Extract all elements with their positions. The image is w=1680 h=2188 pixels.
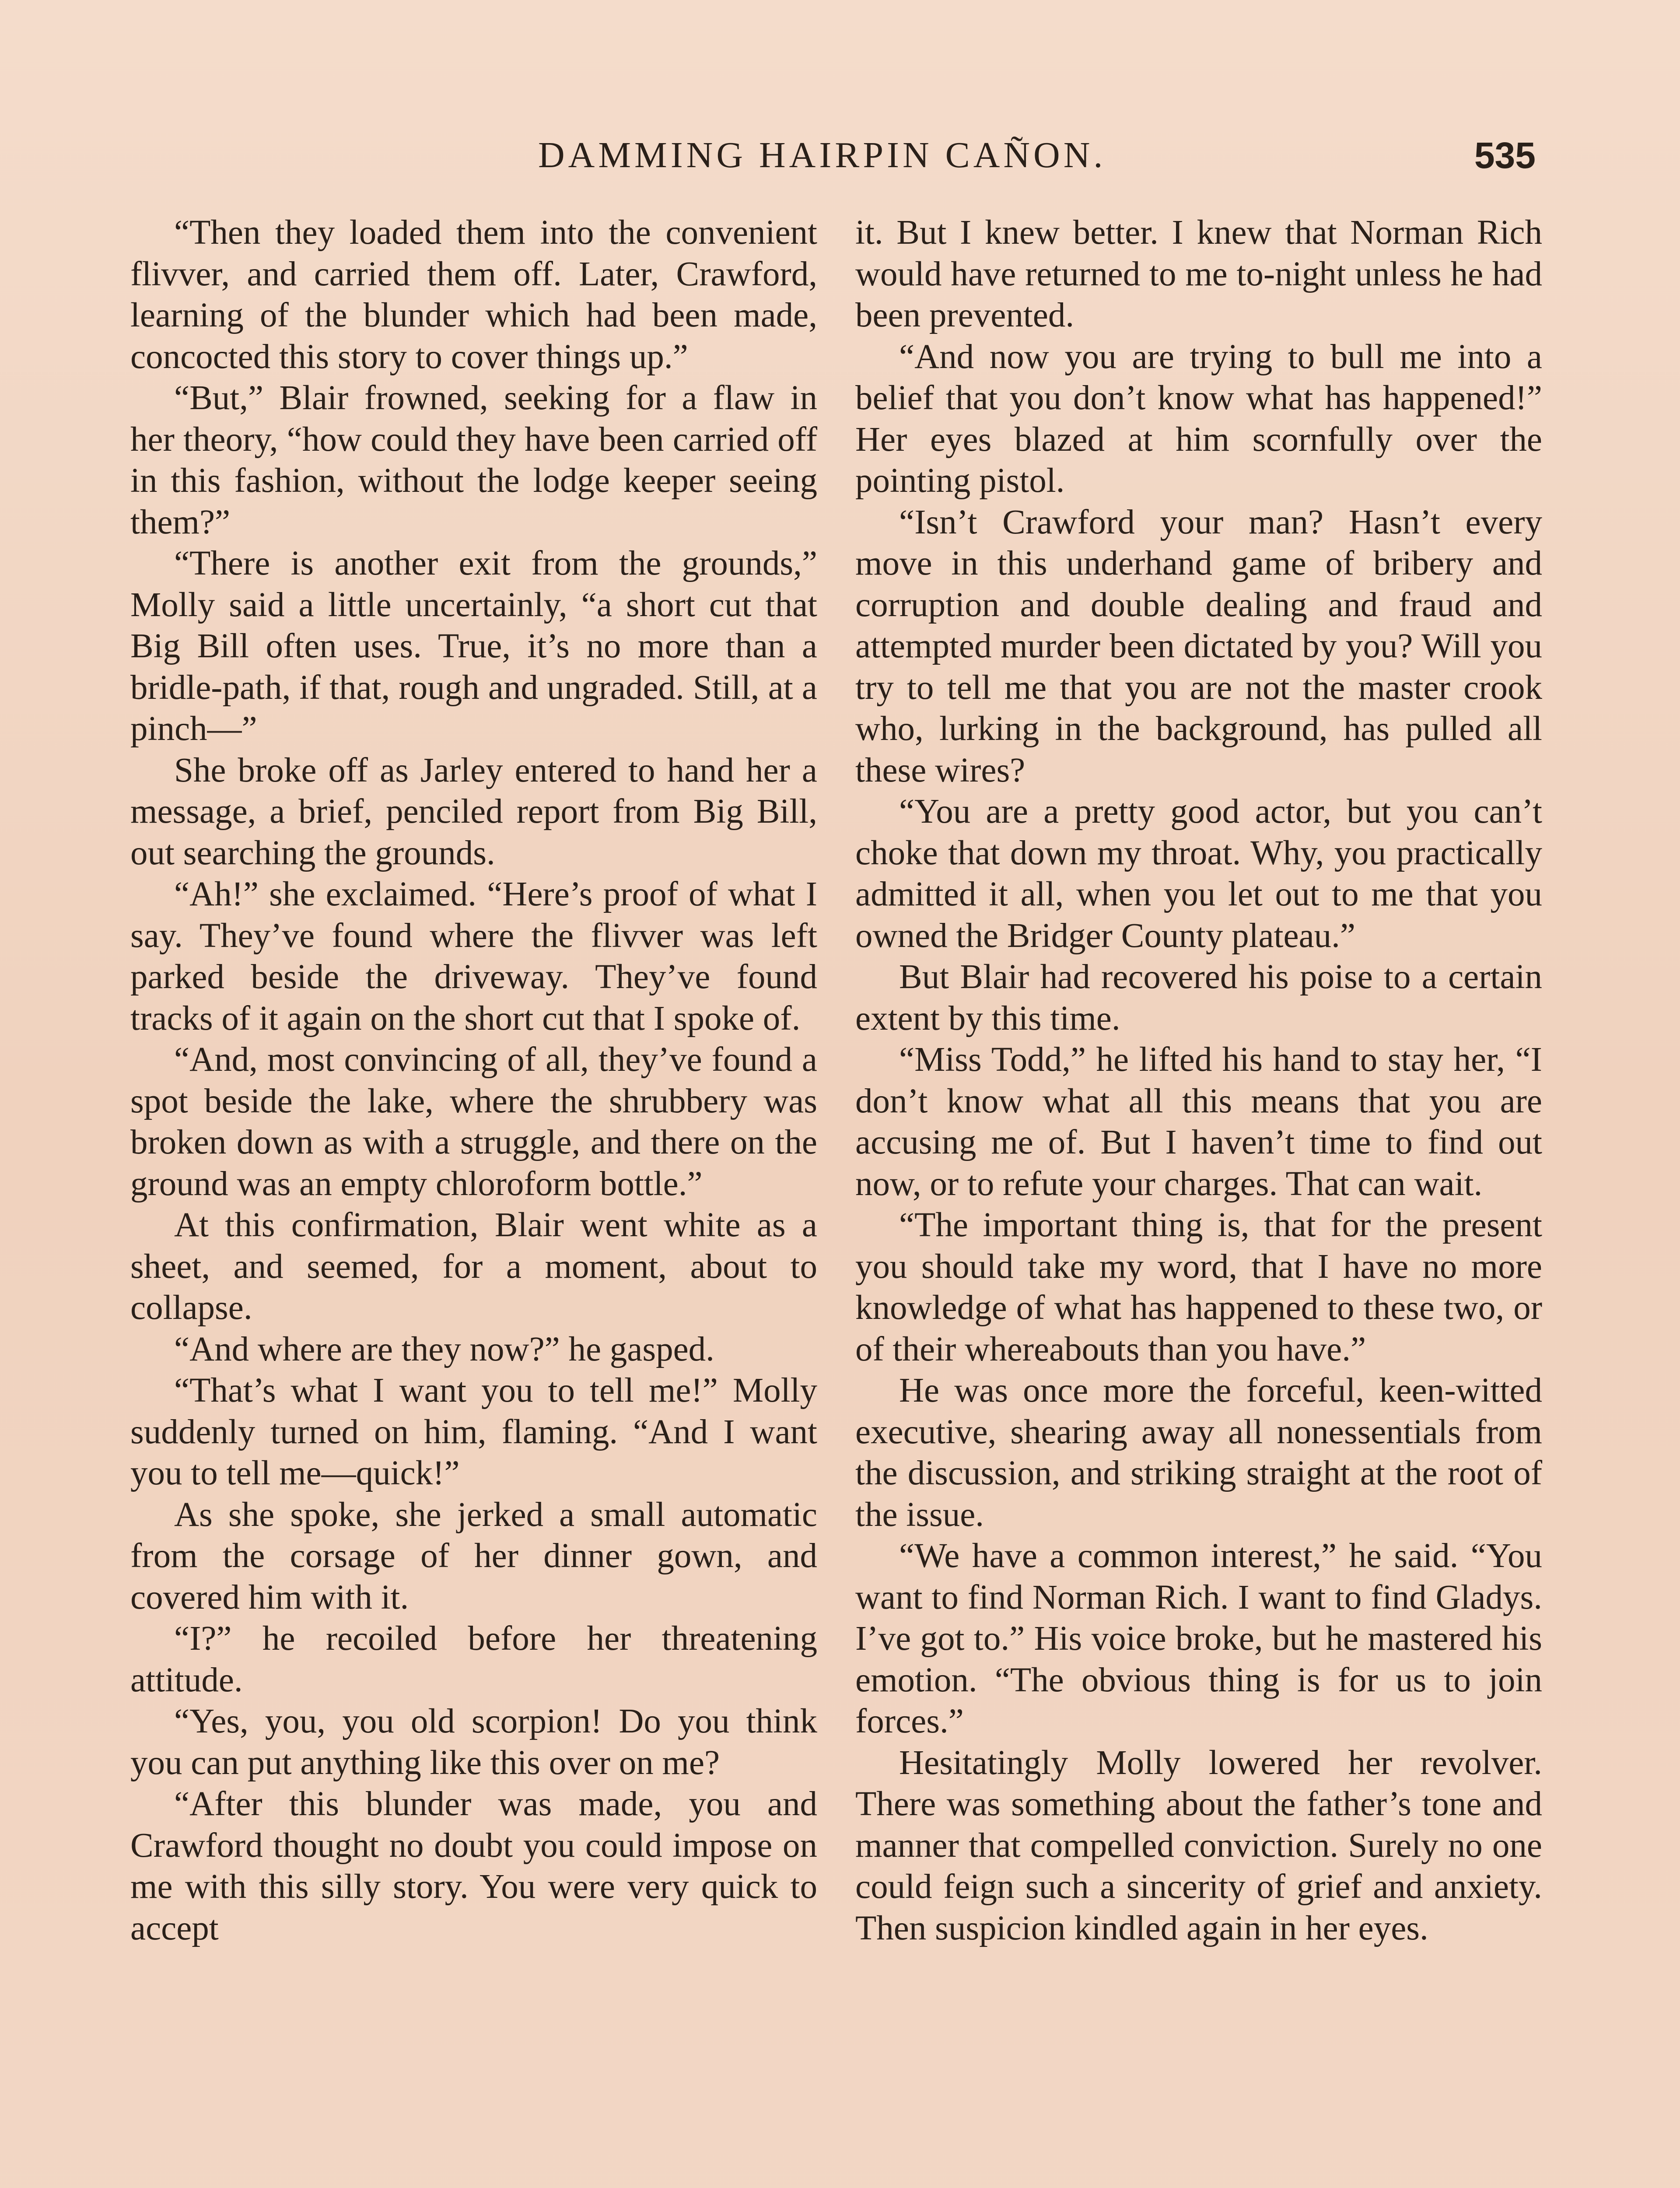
running-head: DAMMING HAIRPIN CAÑON. bbox=[538, 135, 1106, 175]
paragraph-continuation: it. But I knew better. I knew that Norman Rich would have returned to me to-night unless he had been prevented. bbox=[855, 214, 1542, 334]
left-column bbox=[130, 212, 817, 1949]
paragraph: “That’s what I want you to tell me!” Molly suddenly turned on him, flaming. “And I want you to tell me—quick!” bbox=[130, 1371, 817, 1492]
paragraph: “The important thing is, that for the present you should take my word, that I have no more knowledge of what has happened to these two, or of their whereabouts than you have.” bbox=[855, 1206, 1542, 1368]
paragraph: At this confirmation, Blair went white as a sheet, and seemed, for a moment, about to collapse. bbox=[130, 1206, 817, 1327]
paragraph: “You are a pretty good actor, but you can’t choke that down my throat. Why, you practically admitted it all, when you let out to me that you owned the Bridger County plateau.” bbox=[855, 792, 1542, 955]
paragraph: “Ah!” she exclaimed. “Here’s proof of what I say. They’ve found where the flivver was left parked beside the driveway. They’ve found tracks of it again on the short cut that I spoke of. bbox=[130, 875, 817, 1038]
page-number: 535 bbox=[1474, 135, 1536, 176]
right-column bbox=[855, 212, 1542, 1949]
paragraph: “And where are they now?” he gasped. bbox=[174, 1330, 714, 1368]
paragraph: “And, most convincing of all, they’ve found a spot beside the lake, where the shrubbery was broken down as with a struggle, and there on the ground was an empty chloroform bottle.” bbox=[130, 1041, 817, 1203]
paragraph: But Blair had recovered his poise to a certain extent by this time. bbox=[855, 958, 1542, 1038]
paragraph: Hesitatingly Molly lowered her revolver. There was something about the father’s tone and manner that compelled conviction. Surely no one could feign such a sincerity of grief and anxiety. Then suspicion kindled again in her eyes. bbox=[855, 1743, 1542, 1947]
paragraph: “After this blunder was made, you and Crawford thought no doubt you could impose on me with this silly story. You were very quick to accept bbox=[130, 1785, 817, 1947]
paragraph: “Yes, you, you old scorpion! Do you think you can put anything like this over on me? bbox=[130, 1702, 817, 1782]
paragraph: “Isn’t Crawford your man? Hasn’t every move in this underhand game of bribery and corruption and double dealing and fraud and attempted murder been dictated by you? Will you try to tell me that you are not the master crook who, lurking in the background, has pulled all these wires? bbox=[855, 503, 1542, 789]
paragraph: “I?” he recoiled before her threatening attitude. bbox=[130, 1620, 817, 1699]
paragraph: “Then they loaded them into the convenient flivver, and carried them off. Later, Crawford, learning of the blunder which had been made, concocted this story to cover things up.” bbox=[130, 214, 817, 376]
page-header bbox=[136, 131, 1536, 179]
paragraph: “There is another exit from the grounds,” Molly said a little uncertainly, “a short cut that Big Bill often uses. True, it’s no more than a bridle-path, if that, rough and ungraded. Still, at a pinch—” bbox=[130, 544, 817, 748]
paragraph: As she spoke, she jerked a small automatic from the corsage of her dinner gown, and covered him with it. bbox=[130, 1495, 817, 1616]
paragraph: He was once more the forceful, keen-witted executive, shearing away all nonessentials from the discussion, and striking straight at the root of the issue. bbox=[855, 1371, 1542, 1534]
paragraph: “Miss Todd,” he lifted his hand to stay her, “I don’t know what all this means that you are accusing me of. But I haven’t time to find out now, or to refute your charges. That can wait. bbox=[855, 1041, 1542, 1203]
paragraph: “We have a common interest,” he said. “You want to find Norman Rich. I want to find Gladys. I’ve got to.” His voice broke, but he mastered his emotion. “The obvious thing is for us to join forces.” bbox=[855, 1537, 1542, 1740]
paragraph: “And now you are trying to bull me into a belief that you don’t know what has happened!” Her eyes blazed at him scornfully over the pointing pistol. bbox=[855, 337, 1542, 500]
paragraph: She broke off as Jarley entered to hand her a message, a brief, penciled report from Big Bill, out searching the grounds. bbox=[130, 751, 817, 872]
paragraph: “But,” Blair frowned, seeking for a flaw in her theory, “how could they have been carried off in this fashion, without the lodge keeper seeing them?” bbox=[130, 379, 817, 541]
